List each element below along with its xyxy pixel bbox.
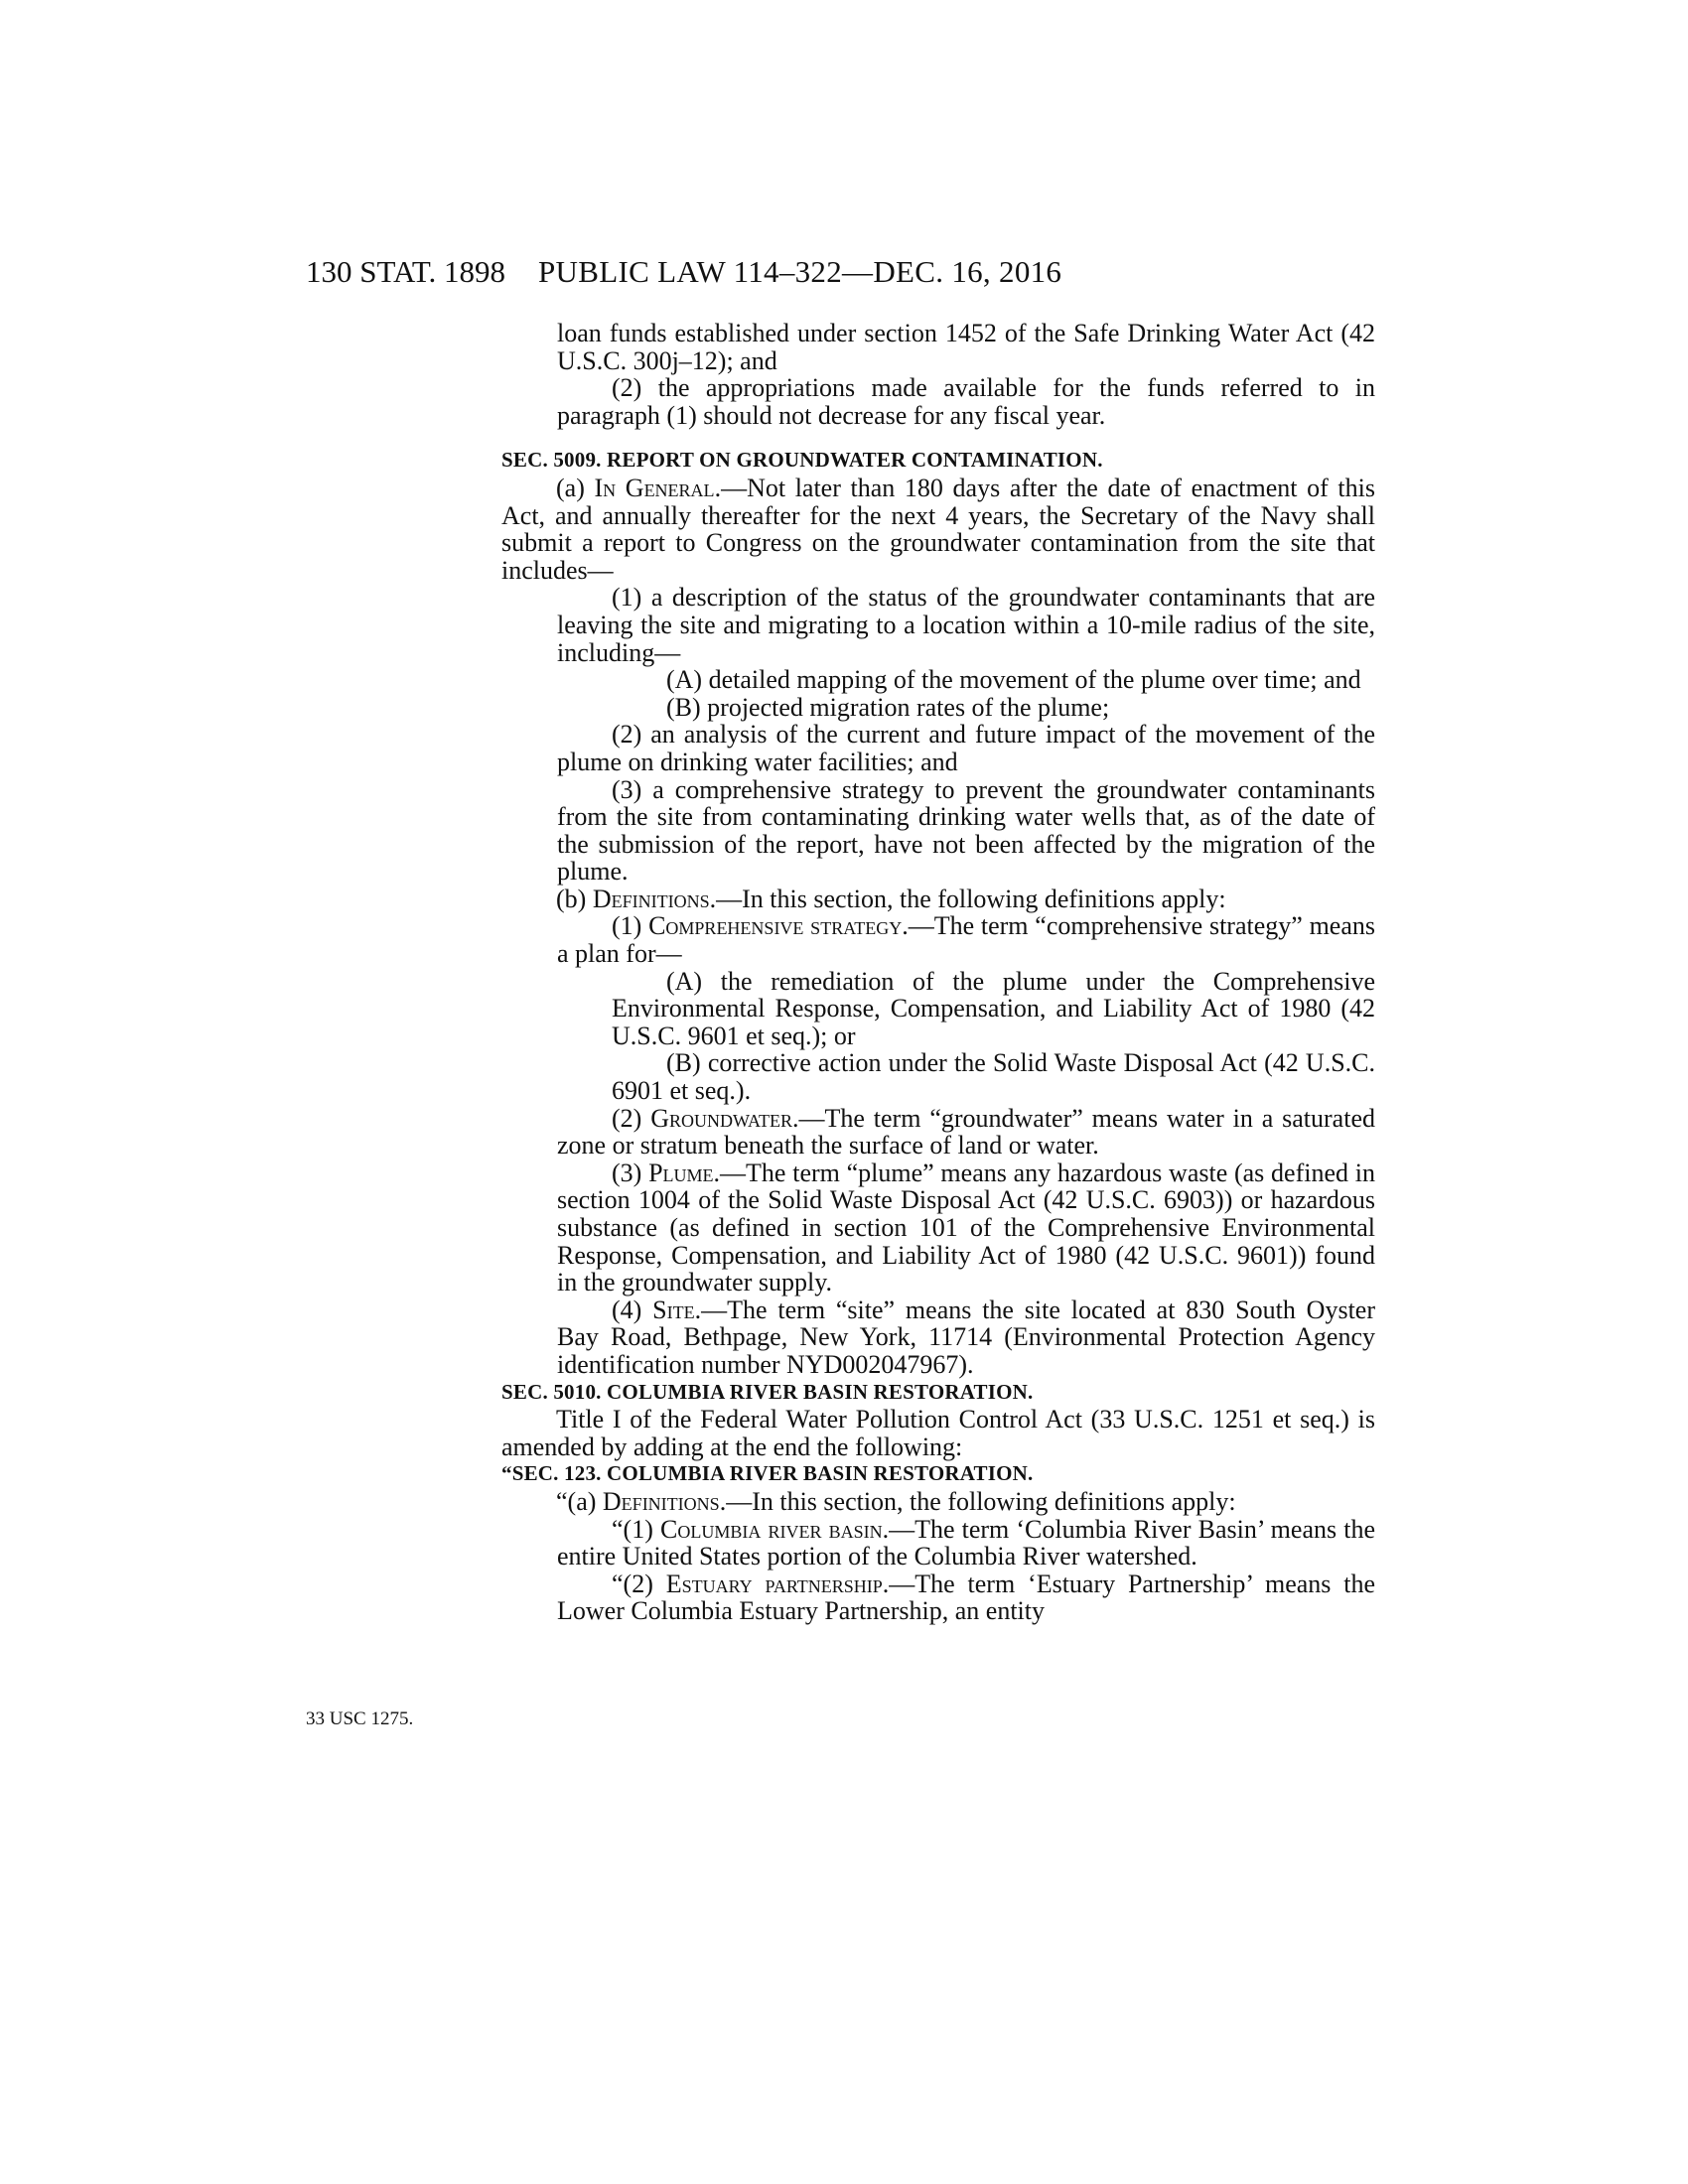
text: .—In this section, the following definitions apply: (709, 884, 1226, 913)
margin-note-usc: 33 USC 1275. (306, 1708, 414, 1729)
label: (b) (556, 884, 593, 913)
caps-heading: Estuary partnership (665, 1569, 883, 1598)
label: “(a) (556, 1486, 603, 1516)
text: .—The term “plume” means any hazardous waste (as defined in section 1004 of the Solid Waste Disposal Act (42 U.S.C. 6903)) or hazardous substance (as defined in section 101 of the Comprehensive Environmental Response, Compensation, and Liability Act of 1980 (42 U.S.C. 9601)) found in the groundwater supply. (557, 1158, 1375, 1297)
paragraph-a1: (1) a description of the status of the groundwater contaminants that are leaving the site and migrating to a location within a 10-mile radius of the site, including— (557, 583, 1375, 667)
subparagraph-b1B: (B) corrective action under the Solid Waste Disposal Act (42 U.S.C. 6901 et seq.). (612, 1048, 1375, 1106)
label: (3) (612, 1158, 649, 1187)
subparagraph-b1A: (A) the remediation of the plume under the Comprehensive Environmental Response, Compensation, and Liability Act of 1980 (42 U.S.C. 9601 et seq.); or (612, 966, 1375, 1050)
subsection-a (501, 475, 1375, 584)
caps-heading: Plume (648, 1158, 714, 1187)
definition-2 (557, 1570, 1375, 1625)
label: “(2) (612, 1569, 666, 1598)
subparagraph-a1A: (A) detailed mapping of the movement of the plume over time; and (666, 665, 1361, 695)
section-heading-123: “SEC. 123. COLUMBIA RIVER BASIN RESTORATION. (501, 1461, 1034, 1486)
statute-page-number: 130 STAT. 1898 (306, 254, 506, 289)
text: .—The term “groundwater” means water in a saturated zone or stratum beneath the surface of land or water. (557, 1103, 1375, 1160)
section-heading-5010: SEC. 5010. COLUMBIA RIVER BASIN RESTORATION. (501, 1379, 1034, 1404)
definition-1 (557, 1516, 1375, 1570)
paragraph: loan funds established under section 1452 of the Safe Drinking Water Act (42 U.S.C. 300j–12); and (557, 319, 1375, 375)
caps-heading: Comprehensive strategy (648, 911, 903, 941)
definition-4 (557, 1297, 1375, 1379)
text: .—Not later than 180 days after the date of enactment of this Act, and annually thereafter for the next 4 years, the Secretary of the Navy shall submit a report to Congress on the groundwater contamination from the site that includes— (501, 473, 1375, 585)
paragraph-a3: (3) a comprehensive strategy to prevent the groundwater contaminants from the site from contaminating drinking water wells that, as of the date of the submission of the report, have not been affected by the migration of the plume. (557, 774, 1375, 887)
paragraph-a2: (2) an analysis of the current and future impact of the movement of the plume on drinking water facilities; and (557, 720, 1375, 776)
label: (4) (612, 1295, 653, 1324)
subsection-b (501, 886, 1375, 913)
subsection-a (501, 1488, 1375, 1516)
caps-heading: Site (652, 1295, 695, 1324)
definition-1 (557, 912, 1375, 967)
caps-heading: In General (594, 473, 715, 502)
text: .—The term “comprehensive strategy” means a plan for— (557, 911, 1375, 969)
running-head: PUBLIC LAW 114–322—DEC. 16, 2016 (538, 254, 1062, 289)
paragraph: (2) the appropriations made available for the funds referred to in paragraph (1) should not decrease for any fiscal year. (557, 373, 1375, 430)
definition-3 (557, 1160, 1375, 1297)
text: .—The term ‘Estuary Partnership’ means the Lower Columbia Estuary Partnership, an entity (557, 1569, 1376, 1626)
label: (1) (612, 911, 649, 941)
page-header (306, 254, 1374, 294)
definition-2 (557, 1105, 1375, 1160)
caps-heading: Groundwater (650, 1103, 792, 1133)
document-body (501, 320, 1375, 1625)
label: “(1) (612, 1514, 660, 1544)
caps-heading: Definitions (592, 884, 710, 913)
subparagraph-a1B: (B) projected migration rates of the plume; (666, 692, 1110, 722)
caps-heading: Columbia river basin (659, 1514, 883, 1544)
label: (a) (556, 473, 595, 502)
text: .—In this section, the following definitions apply: (719, 1486, 1236, 1516)
caps-heading: Definitions (602, 1486, 720, 1516)
paragraph: Title I of the Federal Water Pollution Control Act (33 U.S.C. 1251 et seq.) is amended by adding at the end the following: (501, 1405, 1375, 1461)
section-heading-5009: SEC. 5009. REPORT ON GROUNDWATER CONTAMINATION. (501, 448, 1103, 473)
text: .—The term ‘Columbia River Basin’ means the entire United States portion of the Columbia River watershed. (557, 1514, 1375, 1571)
text: .—The term “site” means the site located at 830 South Oyster Bay Road, Bethpage, New York, 11714 (Environmental Protection Agency identification number NYD002047967). (557, 1295, 1375, 1379)
label: (2) (612, 1103, 651, 1133)
